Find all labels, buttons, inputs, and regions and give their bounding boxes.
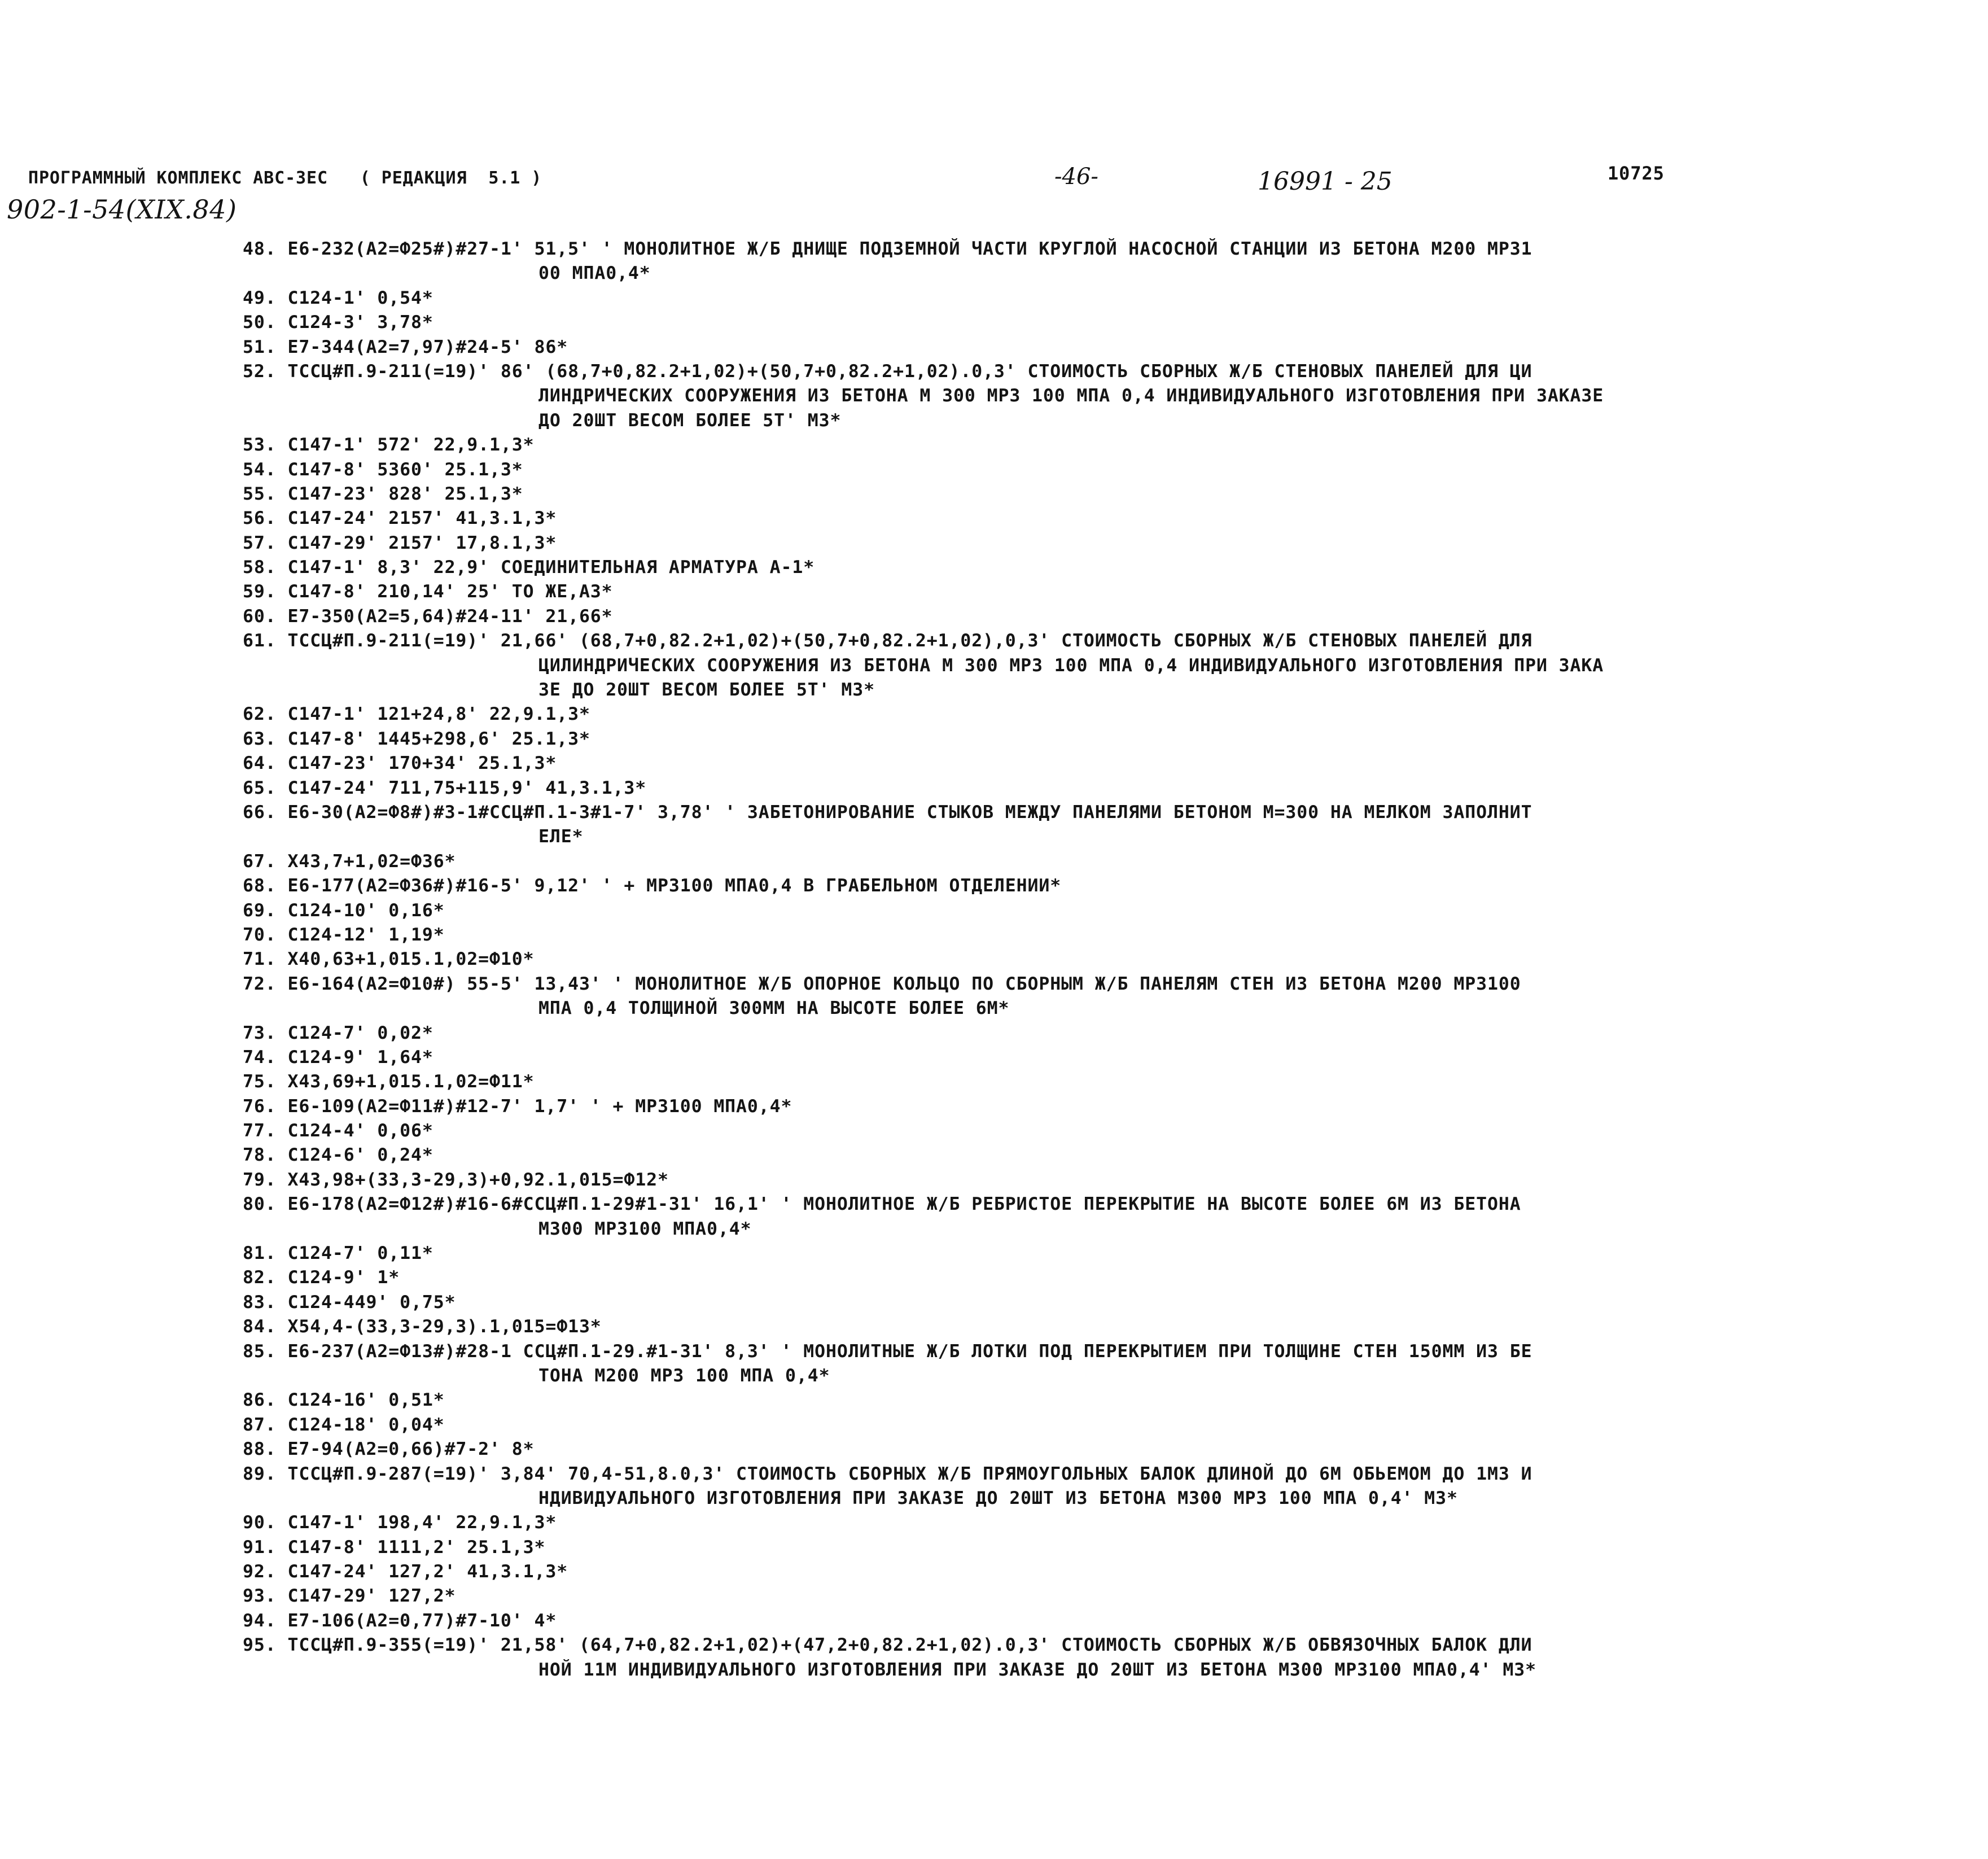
listing-line: 78. С124-6' 0,24* xyxy=(243,1145,433,1166)
listing-line: 77. С124-4' 0,06* xyxy=(243,1121,433,1141)
listing-line: 66. Е6-30(А2=Ф8#)#3-1#ССЦ#П.1-3#1-7' 3,78' ' ЗАБЕТОНИРОВАНИЕ СТЫКОВ МЕЖДУ ПАНЕЛЯМИ БЕТОНОМ М=300 НА МЕЛКОМ ЗАПОЛНИТ xyxy=(243,802,1532,823)
listing-line-continuation: НОЙ 11М ИНДИВИДУАЛЬНОГО ИЗГОТОВЛЕНИЯ ПРИ ЗАКАЗЕ ДО 20ШТ ИЗ БЕТОНА М300 МРЗ100 МПА0,4' М3* xyxy=(538,1659,1536,1680)
listing-line-continuation: М300 МРЗ100 МПА0,4* xyxy=(538,1218,752,1239)
listing-line: 90. С147-1' 198,4' 22,9.1,3* xyxy=(243,1512,557,1533)
listing-line-continuation: ДО 20ШТ ВЕСОМ БОЛЕЕ 5Т' М3* xyxy=(538,410,842,431)
listing-line-continuation: 00 МПА0,4* xyxy=(538,263,651,284)
listing-line: 92. С147-24' 127,2' 41,3.1,3* xyxy=(243,1561,568,1582)
listing-line: 53. С147-1' 572' 22,9.1,3* xyxy=(243,435,535,456)
listing-line-continuation: МПА 0,4 ТОЛЩИНОЙ 300ММ НА ВЫСОТЕ БОЛЕЕ 6М* xyxy=(538,998,1010,1019)
listing-line: 72. Е6-164(А2=Ф10#) 55-5' 13,43' ' МОНОЛИТНОЕ Ж/Б ОПОРНОЕ КОЛЬЦО ПО СБОРНЫМ Ж/Б ПАНЕЛЯМ СТЕН ИЗ БЕТОНА М200 МРЗ100 xyxy=(243,973,1521,994)
listing-line: 68. Е6-177(А2=Ф36#)#16-5' 9,12' ' + МРЗ100 МПА0,4 В ГРАБЕЛЬНОМ ОТДЕЛЕНИИ* xyxy=(243,876,1062,896)
listing-line: 67. Х43,7+1,02=Ф36* xyxy=(243,851,456,872)
listing-line: 61. ТССЦ#П.9-211(=19)' 21,66' (68,7+0,82.2+1,02)+(50,7+0,82.2+1,02),0,3' СТОИМОСТЬ СБОРНЫХ Ж/Б СТЕНОВЫХ ПАНЕЛЕЙ ДЛЯ xyxy=(243,631,1532,651)
listing-line: 85. Е6-237(А2=Ф13#)#28-1 ССЦ#П.1-29.#1-31' 8,3' ' МОНОЛИТНЫЕ Ж/Б ЛОТКИ ПОД ПЕРЕКРЫТИЕМ ПРИ ТОЛЩИНЕ СТЕН 150ММ ИЗ БЕ xyxy=(243,1341,1532,1362)
listing-line: 80. Е6-178(А2=Ф12#)#16-6#ССЦ#П.1-29#1-31' 16,1' ' МОНОЛИТНОЕ Ж/Б РЕБРИСТОЕ ПЕРЕКРЫТИЕ НА ВЫСОТЕ БОЛЕЕ 6М ИЗ БЕТОНА xyxy=(243,1194,1521,1215)
listing-line: 79. Х43,98+(33,3-29,3)+0,92.1,015=Ф12* xyxy=(243,1169,669,1190)
listing-line: 56. С147-24' 2157' 41,3.1,3* xyxy=(243,508,557,529)
listing-line: 95. ТССЦ#П.9-355(=19)' 21,58' (64,7+0,82.2+1,02)+(47,2+0,82.2+1,02).0,3' СТОИМОСТЬ СБОРНЫХ Ж/Б ОБВЯЗОЧНЫХ БАЛОК ДЛИ xyxy=(243,1635,1532,1656)
listing-line: 69. С124-10' 0,16* xyxy=(243,900,445,921)
listing-line: 65. С147-24' 711,75+115,9' 41,3.1,3* xyxy=(243,777,647,798)
listing-line: 62. С147-1' 121+24,8' 22,9.1,3* xyxy=(243,704,590,725)
listing-line: 87. С124-18' 0,04* xyxy=(243,1414,445,1435)
sheet-code: 10725 xyxy=(1608,163,1665,184)
listing-line: 84. Х54,4-(33,3-29,3).1,015=Ф13* xyxy=(243,1316,602,1337)
estimate-listing xyxy=(243,237,1970,1682)
listing-line: 81. С124-7' 0,11* xyxy=(243,1243,433,1264)
listing-line: 76. Е6-109(А2=Ф11#)#12-7' 1,7' ' + МРЗ100 МПА0,4* xyxy=(243,1096,792,1117)
listing-line: 86. С124-16' 0,51* xyxy=(243,1390,445,1411)
listing-line: 75. Х43,69+1,015.1,02=Ф11* xyxy=(243,1071,535,1092)
listing-line: 93. С147-29' 127,2* xyxy=(243,1586,456,1607)
program-header: ПРОГРАММНЫЙ КОМПЛЕКС АВС-3ЕС ( РЕДАКЦИЯ 5.1 ) xyxy=(28,168,542,188)
listing-line: 59. С147-8' 210,14' 25' ТО ЖЕ,А3* xyxy=(243,581,613,602)
listing-line: 82. С124-9' 1* xyxy=(243,1267,400,1288)
listing-line: 73. С124-7' 0,02* xyxy=(243,1022,433,1043)
listing-line-continuation: НДИВИДУАЛЬНОГО ИЗГОТОВЛЕНИЯ ПРИ ЗАКАЗЕ ДО 20ШТ ИЗ БЕТОНА М300 МРЗ 100 МПА 0,4' М3* xyxy=(538,1488,1458,1508)
listing-line-continuation: ТОНА М200 МРЗ 100 МПА 0,4* xyxy=(538,1365,830,1386)
listing-line: 50. С124-3' 3,78* xyxy=(243,312,433,333)
listing-line-continuation: ЗЕ ДО 20ШТ ВЕСОМ БОЛЕЕ 5Т' М3* xyxy=(538,680,875,701)
listing-line: 89. ТССЦ#П.9-287(=19)' 3,84' 70,4-51,8.0,3' СТОИМОСТЬ СБОРНЫХ Ж/Б ПРЯМОУГОЛЬНЫХ БАЛОК ДЛИНОЙ ДО 6М ОБЬЕМОМ ДО 1М3 И xyxy=(243,1463,1532,1484)
listing-line-continuation: ЦИЛИНДРИЧЕСКИХ СООРУЖЕНИЯ ИЗ БЕТОНА М 300 МРЗ 100 МПА 0,4 ИНДИВИДУАЛЬНОГО ИЗГОТОВЛЕНИЯ ПРИ ЗАКА xyxy=(538,655,1604,676)
document-number-handwritten: 16991 - 25 xyxy=(1258,167,1393,196)
listing-line: 51. Е7-344(А2=7,97)#24-5' 86* xyxy=(243,336,568,357)
listing-line: 63. С147-8' 1445+298,6' 25.1,3* xyxy=(243,728,590,749)
listing-line: 49. С124-1' 0,54* xyxy=(243,287,433,308)
listing-line: 52. ТССЦ#П.9-211(=19)' 86' (68,7+0,82.2+1,02)+(50,7+0,82.2+1,02).0,3' СТОИМОСТЬ СБОРНЫХ Ж/Б СТЕНОВЫХ ПАНЕЛЕЙ ДЛЯ ЦИ xyxy=(243,361,1532,382)
page-number: -46- xyxy=(1054,164,1098,190)
listing-line: 57. С147-29' 2157' 17,8.1,3* xyxy=(243,532,557,553)
listing-line: 91. С147-8' 1111,2' 25.1,3* xyxy=(243,1537,546,1558)
listing-line: 71. Х40,63+1,015.1,02=Ф10* xyxy=(243,949,535,970)
listing-line: 83. С124-449' 0,75* xyxy=(243,1292,456,1313)
listing-line: 55. С147-23' 828' 25.1,3* xyxy=(243,483,523,504)
project-code-handwritten: 902-1-54(XIX.84) xyxy=(7,194,237,225)
listing-line: 60. Е7-350(А2=5,64)#24-11' 21,66* xyxy=(243,606,613,627)
listing-line: 58. С147-1' 8,3' 22,9' СОЕДИНИТЕЛЬНАЯ АРМАТУРА А-1* xyxy=(243,557,815,578)
listing-line-continuation: ЛИНДРИЧЕСКИХ СООРУЖЕНИЯ ИЗ БЕТОНА М 300 МРЗ 100 МПА 0,4 ИНДИВИДУАЛЬНОГО ИЗГОТОВЛЕНИЯ ПРИ ЗАКАЗЕ xyxy=(538,386,1604,406)
listing-line: 88. Е7-94(А2=0,66)#7-2' 8* xyxy=(243,1439,535,1460)
listing-line: 74. С124-9' 1,64* xyxy=(243,1047,433,1068)
listing-line: 64. С147-23' 170+34' 25.1,3* xyxy=(243,753,557,774)
listing-line-continuation: ЕЛЕ* xyxy=(538,826,584,847)
listing-line: 70. С124-12' 1,19* xyxy=(243,924,445,945)
listing-line: 48. Е6-232(А2=Ф25#)#27-1' 51,5' ' МОНОЛИТНОЕ Ж/Б ДНИЩЕ ПОДЗЕМНОЙ ЧАСТИ КРУГЛОЙ НАСОСНОЙ СТАНЦИИ ИЗ БЕТОНА М200 МРЗ1 xyxy=(243,239,1532,259)
listing-line: 54. С147-8' 5360' 25.1,3* xyxy=(243,459,523,480)
listing-line: 94. Е7-106(А2=0,77)#7-10' 4* xyxy=(243,1610,557,1631)
